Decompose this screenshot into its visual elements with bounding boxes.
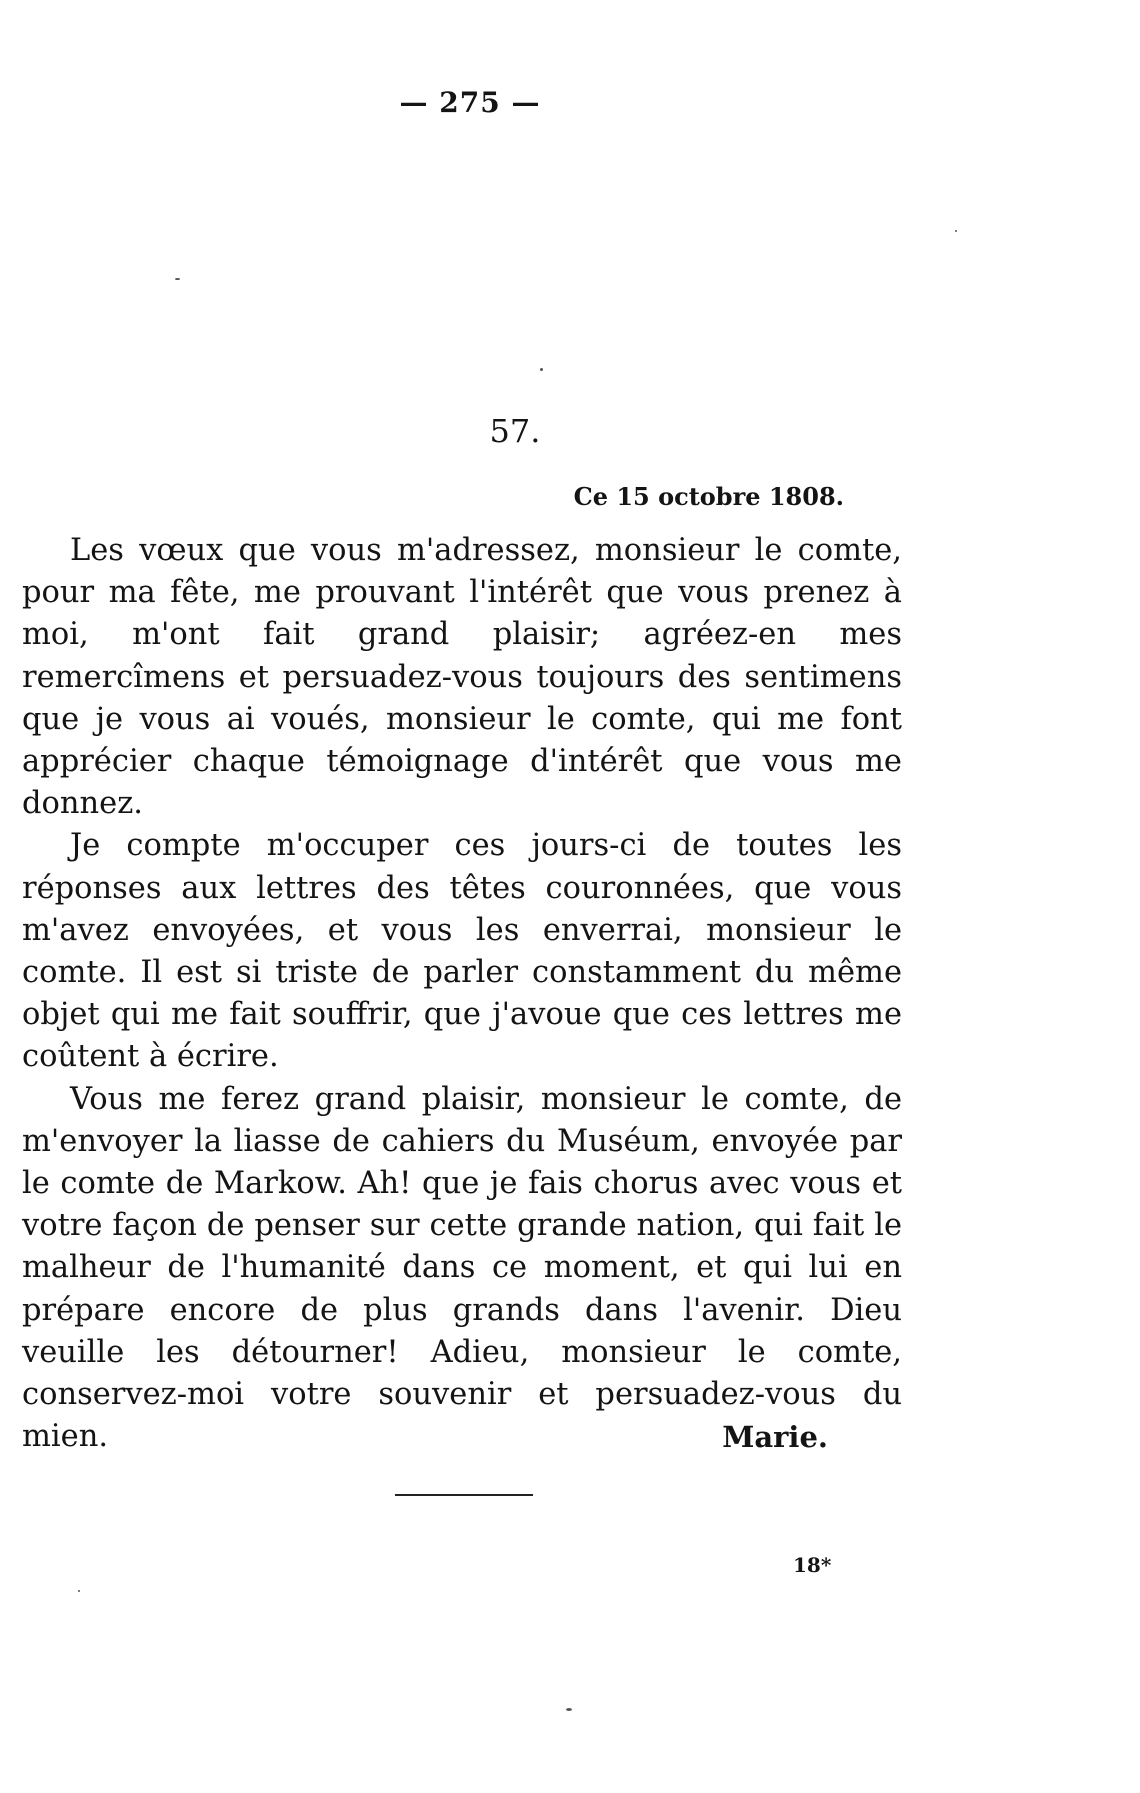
page-number: — 275 — [399,86,541,119]
paragraph-1: Les vœux que vous m'adressez, monsieur le comte, pour ma fête, me prouvant l'intérêt que vous prenez à moi, m'ont fait grand plaisir; agréez-en mes remercîmens et persuadez-vous toujours des sentimens que je vous ai voués, monsieur le comte, qui me font apprécier chaque témoignage d'intérêt que vous me donnez. [22,533,902,822]
signature: Marie. [722,1420,828,1454]
paragraph-2: Je compte m'occuper ces jours-ci de toutes les réponses aux lettres des têtes couronnées, que vous m'avez envoyées, et vous les enverrai, monsieur le comte. Il est si triste de parler constamment du même objet qui me fait souffrir, que j'avoue que ces lettres me coûtent à écrire. [22,828,902,1075]
letter-number: 57. [489,412,541,450]
scan-speck [78,1590,80,1592]
scan-speck [566,1708,572,1711]
letter-date: Ce 15 octobre 1808. [573,482,844,511]
paragraph-3: Vous me ferez grand plaisir, monsieur le comte, de m'envoyer la liasse de cahiers du Muséum, envoyée par le comte de Markow. Ah! que je fais chorus avec vous et votre façon de penser sur cette grande nation, qui fait le malheur de l'humanité dans ce moment, et qui lui en prépare encore de plus grands dans l'avenir. Dieu veuille les détourner! Adieu, monsieur le comte, conservez-moi votre souvenir et persuadez-vous du mien. [22,1081,902,1455]
letter-body [22,530,902,1458]
separator-rule [395,1494,533,1496]
scan-speck [175,278,180,280]
printer-signature-mark: 18* [793,1553,832,1577]
scan-speck [955,230,957,232]
scan-speck [540,368,543,371]
